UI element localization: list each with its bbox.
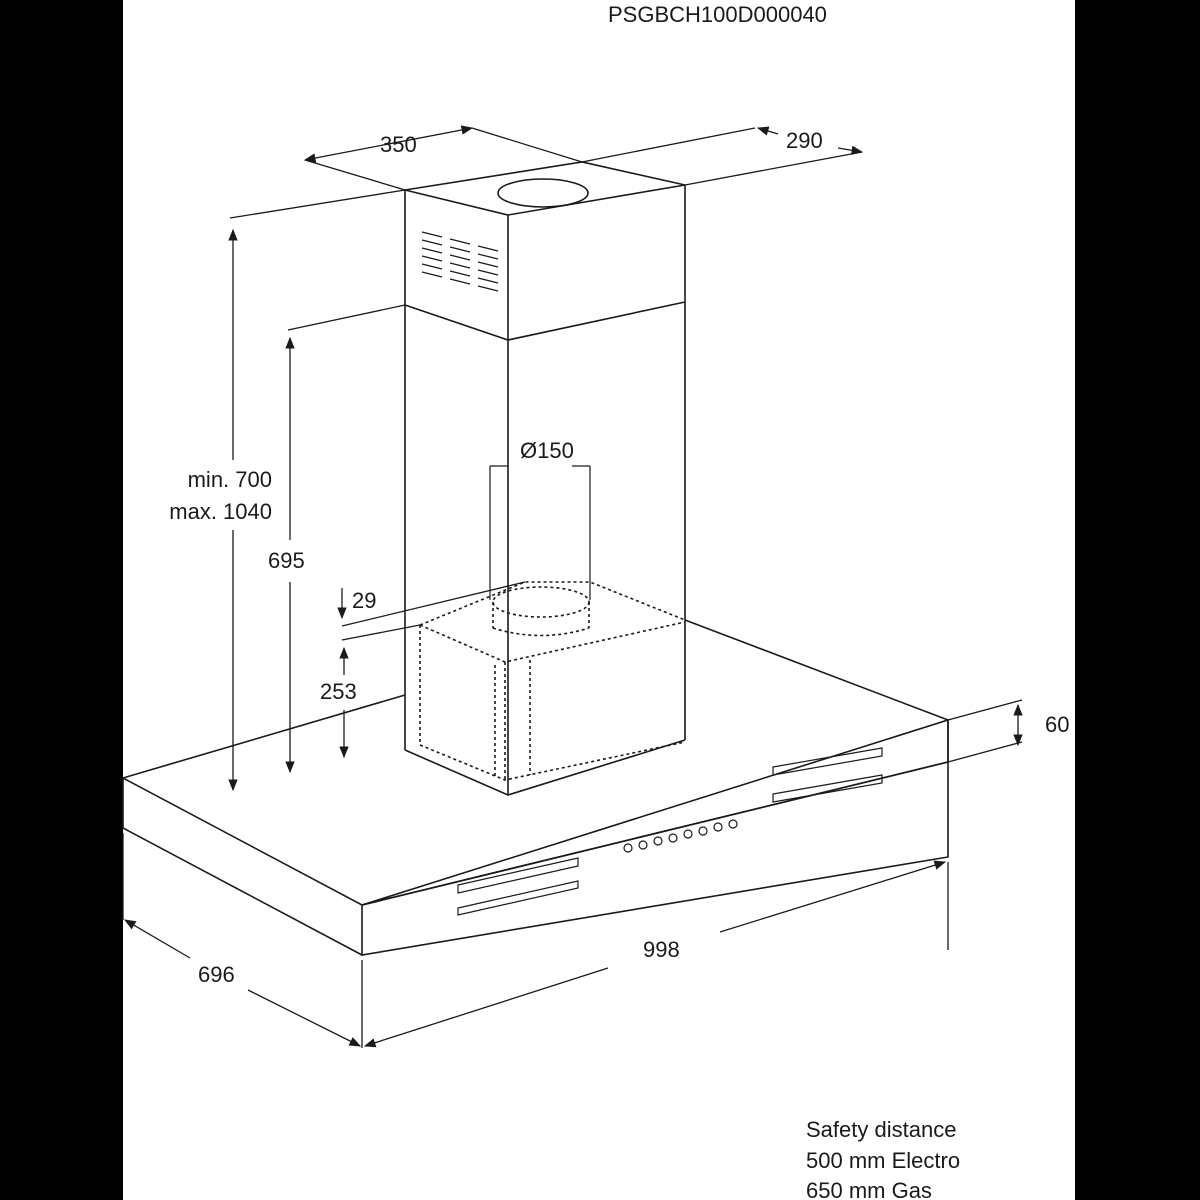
- safety-note-gas: 650 mm Gas: [806, 1178, 932, 1200]
- dimension-label-chimney-width: 290: [786, 128, 823, 153]
- dimension-label-gap-top: 29: [352, 588, 377, 613]
- safety-note-electro: 500 mm Electro: [806, 1148, 961, 1173]
- dimension-label-canopy-depth: 696: [198, 962, 235, 987]
- chimney-top-opening: [498, 179, 588, 207]
- model-code: PSGBCH100D000040: [608, 2, 827, 27]
- canopy-strip-front-left: [458, 858, 578, 893]
- duct: [490, 466, 590, 600]
- safety-note-title: Safety distance: [806, 1117, 957, 1142]
- dimension-lines: [123, 128, 1022, 1048]
- canopy: [123, 620, 948, 955]
- canopy-strip-front-right-2: [773, 775, 882, 802]
- motor-box: [420, 582, 685, 780]
- chimney-vent-slots: [422, 232, 498, 291]
- dimension-label-height-max: max. 1040: [169, 499, 272, 524]
- control-buttons: [624, 820, 737, 852]
- chimney: [405, 162, 685, 795]
- dimension-label-canopy-width: 998: [643, 937, 680, 962]
- canopy-strip-front-left-2: [458, 881, 578, 915]
- dimension-label-height-min: min. 700: [187, 467, 272, 492]
- dimension-label-chimney-depth: 350: [380, 132, 417, 157]
- dimension-label-canopy-thickness: 60: [1045, 712, 1070, 737]
- dimension-label-duct-diameter: Ø150: [520, 438, 574, 463]
- canopy-strip-front-right: [773, 748, 882, 775]
- dimension-label-chimney-lower: 695: [268, 548, 305, 573]
- dimension-label-motor-height: 253: [320, 679, 357, 704]
